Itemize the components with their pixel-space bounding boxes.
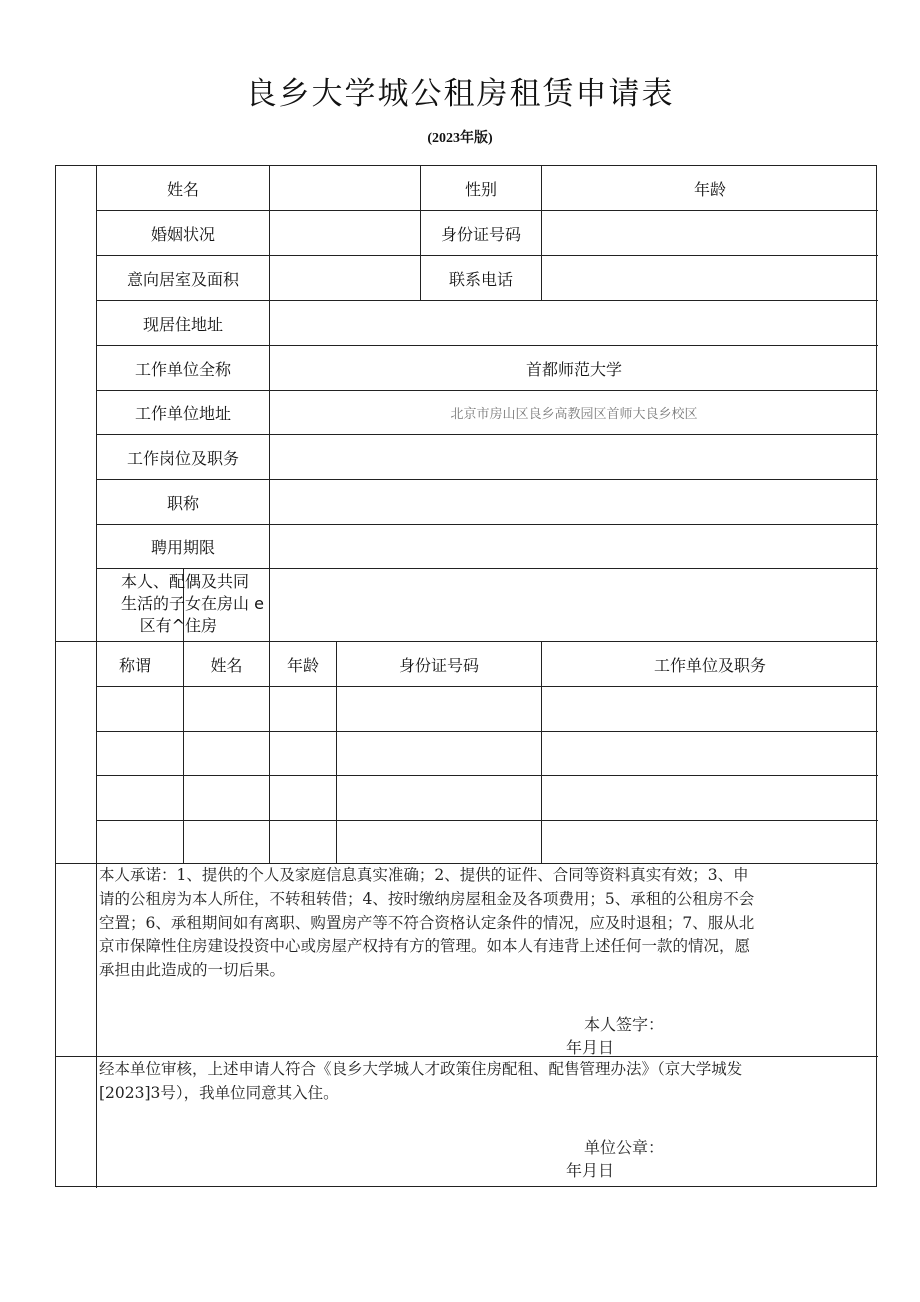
employer-address-label: 工作单位地址 xyxy=(134,404,231,423)
position-input[interactable] xyxy=(270,435,878,479)
family-header-employer: 工作单位及职务 xyxy=(653,655,766,675)
review-line: 经本单位审核，上述申请人符合《良乡大学城人才政策住房配租、配售管理办法》（京大学城发 xyxy=(99,1060,743,1078)
housing-label-line: 本人、配 xyxy=(120,572,185,591)
housing-label-line: 生活的子 xyxy=(120,594,185,613)
current-address-label: 现居住地址 xyxy=(142,314,223,334)
unit-seal-label: 单位公章： xyxy=(584,1138,665,1157)
job-title-label: 职称 xyxy=(166,493,199,513)
applicant-date-label: 年月日 xyxy=(566,1038,615,1057)
marital-status-label: 婚姻状况 xyxy=(150,224,215,244)
review-line: [2023]3号），我单位同意其入住。 xyxy=(99,1083,339,1102)
housing-label xyxy=(97,570,269,640)
housing-label-line: 区有^ xyxy=(139,616,185,635)
application-table xyxy=(55,165,877,1187)
phone-input[interactable] xyxy=(542,256,878,300)
housing-input[interactable] xyxy=(270,569,878,641)
unit-date-label: 年月日 xyxy=(566,1161,615,1180)
housing-label-line: 偶及共同 xyxy=(185,572,250,591)
name-label: 姓名 xyxy=(166,180,199,199)
family-header-id: 身份证号码 xyxy=(398,655,479,675)
pledge-line: 京市保障性住房建设投资中心或房屋产权持有方的管理。如本人有违背上述任何一款的情况，愿 xyxy=(99,937,751,956)
pledge-line: 空置；6、承租期间如有离职、购置房产等不符合资格认定条件的情况，应及时退租；7、服从北 xyxy=(99,913,755,932)
housing-label-line: 女在房山 e xyxy=(185,594,264,613)
id-number-input[interactable] xyxy=(542,211,878,255)
family-row[interactable] xyxy=(97,732,878,775)
employment-term-input[interactable] xyxy=(270,525,878,568)
family-row[interactable] xyxy=(97,821,878,863)
family-row[interactable] xyxy=(97,687,878,731)
phone-label: 联系电话 xyxy=(448,269,513,289)
gender-label: 性别 xyxy=(464,180,497,199)
family-header-relation: 称谓 xyxy=(119,655,152,675)
family-header-name: 姓名 xyxy=(210,655,243,675)
family-row[interactable] xyxy=(97,776,878,820)
name-input[interactable] xyxy=(270,167,420,210)
form-title: 良乡大学城公租房租赁申请表 xyxy=(245,76,675,112)
edition-label: (2023年版) xyxy=(427,131,493,146)
employment-term-label: 聘用期限 xyxy=(150,538,215,557)
position-label: 工作岗位及职务 xyxy=(126,448,239,468)
pledge-line: 本人承诺：1、提供的个人及家庭信息真实准确；2、提供的证件、合同等资料真实有效；3、申 xyxy=(99,866,749,884)
current-address-input[interactable] xyxy=(270,301,878,345)
employer-label: 工作单位全称 xyxy=(134,359,231,379)
housing-label-line: 住房 xyxy=(185,616,218,635)
employer-value: 首都师范大学 xyxy=(525,359,622,379)
applicant-signature-label: 本人签字： xyxy=(584,1015,665,1034)
id-number-label: 身份证号码 xyxy=(440,224,521,244)
room-area-label: 意向居室及面积 xyxy=(126,269,239,289)
marital-status-input[interactable] xyxy=(270,211,420,255)
pledge-line: 承担由此造成的一切后果。 xyxy=(99,961,286,980)
family-header-age: 年龄 xyxy=(286,655,319,675)
age-label: 年龄 xyxy=(693,180,726,199)
employer-address-value: 北京市房山区良乡高教园区首师大良乡校区 xyxy=(450,407,698,422)
room-area-input[interactable] xyxy=(270,256,420,300)
pledge-text xyxy=(99,864,877,983)
pledge-line: 请的公租房为本人所住，不转租转借；4、按时缴纳房屋租金及各项费用；5、承租的公租房不会 xyxy=(99,889,755,908)
job-title-input[interactable] xyxy=(270,480,878,524)
review-text xyxy=(99,1058,877,1106)
